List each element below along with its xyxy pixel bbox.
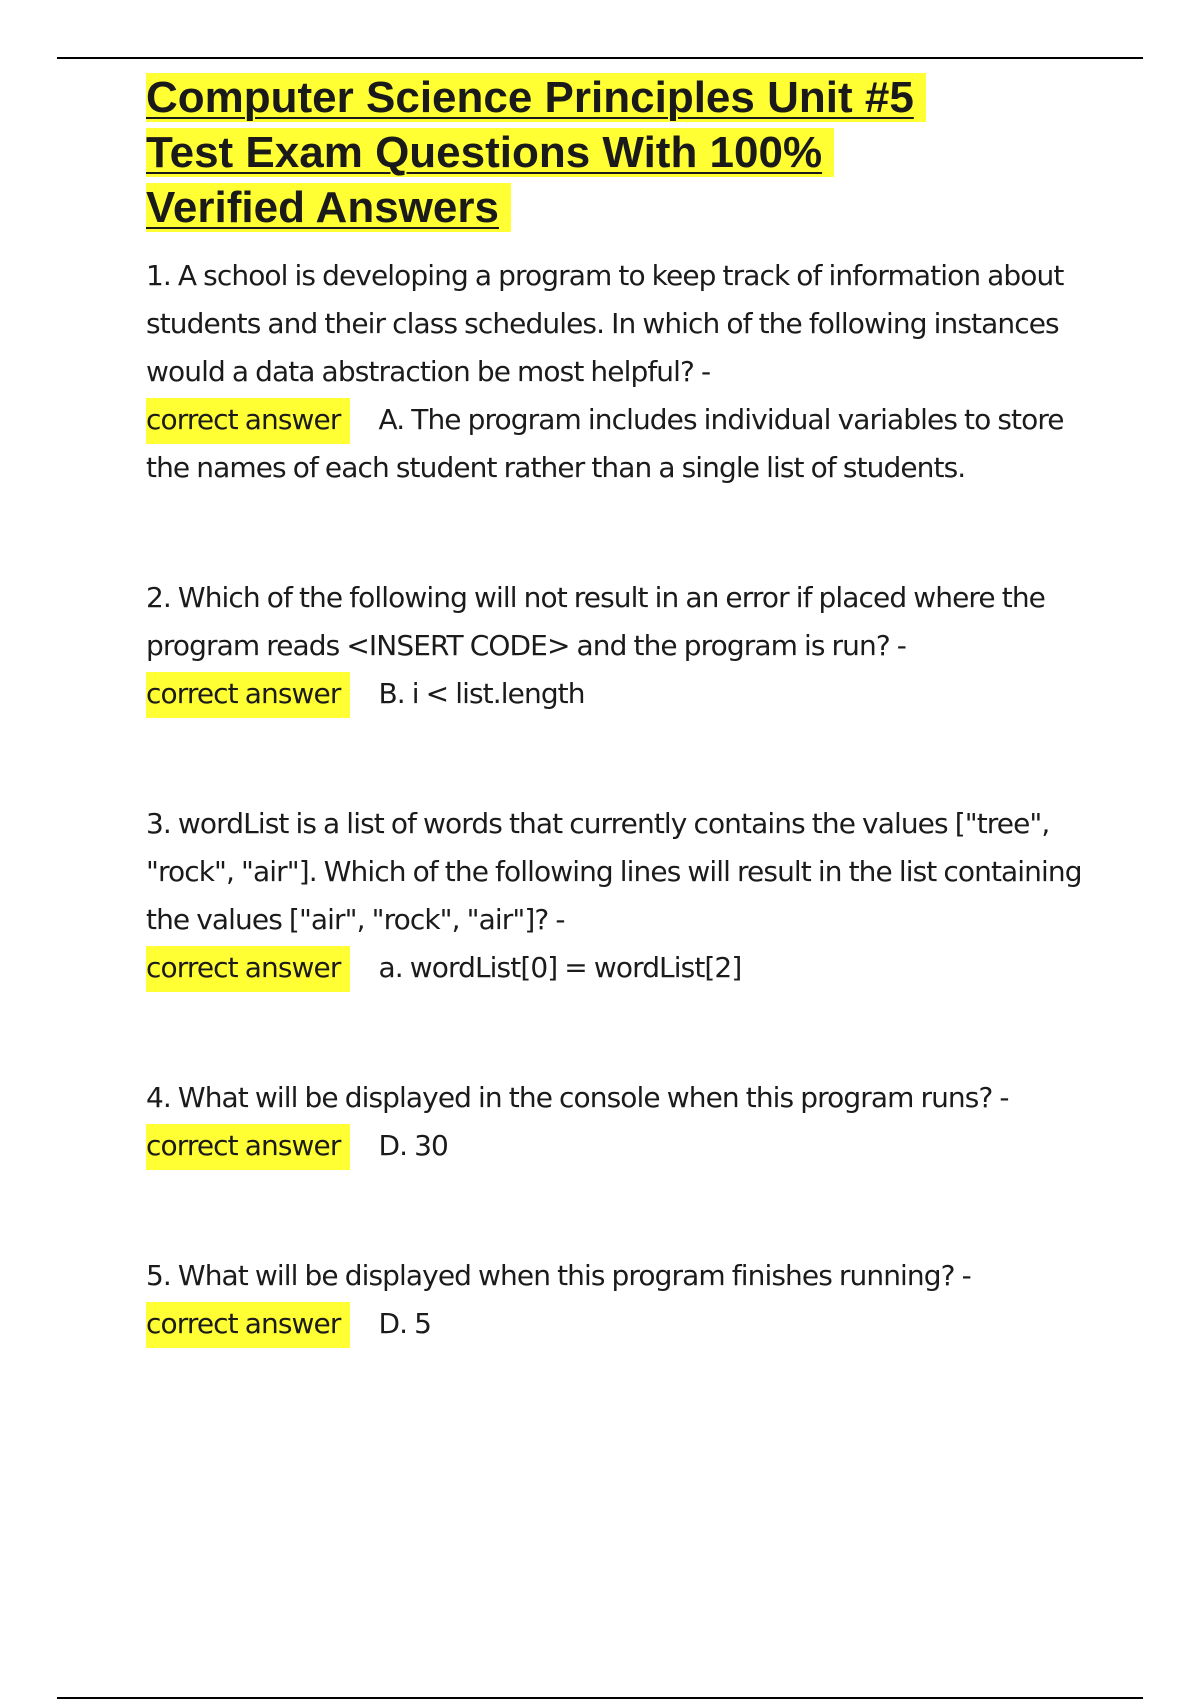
correct-answer-label: correct answer [146,398,350,444]
document-title [146,70,1086,235]
title-line: Computer Science Principles Unit #5 [146,73,926,122]
question-text: 4. What will be displayed in the console when this program runs? - [146,1081,1009,1114]
bottom-rule [57,1697,1143,1699]
question-item [146,252,1086,492]
answer-text: D. 5 [378,1307,432,1340]
correct-answer-label: correct answer [146,672,350,718]
question-text: 1. A school is developing a program to keep track of information about students and their class schedules. In which of the following instances would a data abstraction be most helpful? - [146,259,1064,388]
question-item [146,1252,1086,1348]
top-rule [57,57,1143,59]
answer-text: D. 30 [378,1129,448,1162]
correct-answer-label: correct answer [146,946,350,992]
answer-text: B. i < list.length [378,677,585,710]
question-text: 3. wordList is a list of words that currently contains the values ["tree", "rock", "air"]. Which of the following lines will result in the list containing the values ["air", "rock", "air"]? - [146,807,1082,936]
question-item [146,1074,1086,1170]
answer-text: a. wordList[0] = wordList[2] [378,951,742,984]
correct-answer-label: correct answer [146,1124,350,1170]
document-body [146,70,1086,1348]
answer-text: A. The program includes individual variables to store the names of each student rather than a single list of students. [146,403,1064,484]
question-text: 5. What will be displayed when this program finishes running? - [146,1259,971,1292]
correct-answer-label: correct answer [146,1302,350,1348]
title-line: Test Exam Questions With 100% [146,128,834,177]
title-line: Verified Answers [146,183,511,232]
question-text: 2. Which of the following will not result in an error if placed where the program reads <INSERT CODE> and the program is run? - [146,581,1046,662]
question-item [146,574,1086,718]
question-item [146,800,1086,992]
